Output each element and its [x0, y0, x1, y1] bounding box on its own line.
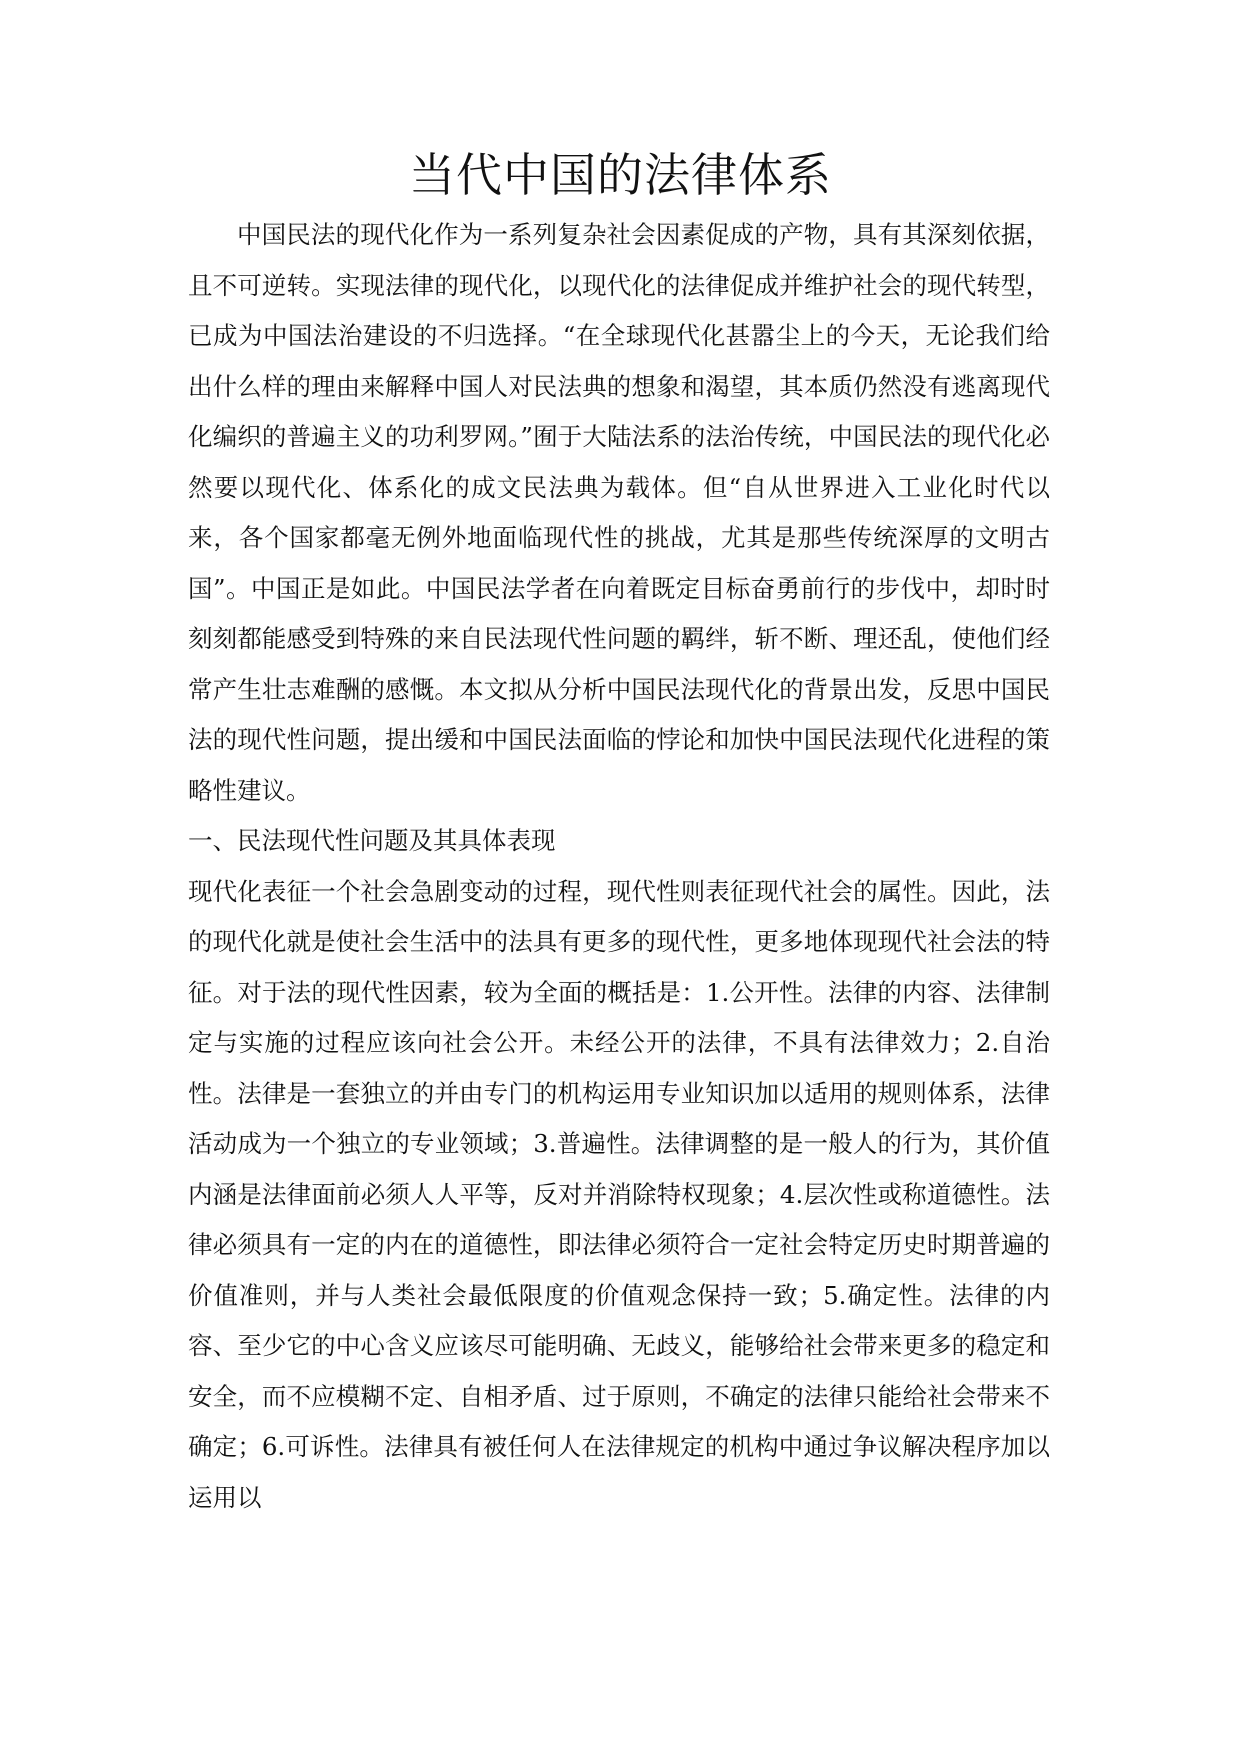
document-body: [188, 210, 1050, 1523]
section-heading: 一、民法现代性问题及其具体表现: [188, 826, 556, 855]
section-paragraph: 现代化表征一个社会急剧变动的过程，现代性则表征现代社会的属性。因此，法的现代化就是使社会生活中的法具有更多的现代性，更多地体现现代社会法的特征。对于法的现代性因素，较为全面的概括是：1.公开性。法律的内容、法律制定与实施的过程应该向社会公开。未经公开的法律，不具有法律效力；2.自治性。法律是一套独立的并由专门的机构运用专业知识加以适用的规则体系，法律活动成为一个独立的专业领域；3.普遍性。法律调整的是一般人的行为，其价值内涵是法律面前必须人人平等，反对并消除特权现象；4.层次性或称道德性。法律必须具有一定的内在的道德性，即法律必须符合一定社会特定历史时期普遍的价值准则，并与人类社会最低限度的价值观念保持一致；5.确定性。法律的内容、至少它的中心含义应该尽可能明确、无歧义，能够给社会带来更多的稳定和安全，而不应模糊不定、自相矛盾、过于原则，不确定的法律只能给社会带来不确定；6.可诉性。法律具有被任何人在法律规定的机构中通过争议解决程序加以运用以: [188, 876, 1050, 1512]
intro-paragraph: 中国民法的现代化作为一系列复杂社会因素促成的产物，具有其深刻依据，且不可逆转。实现法律的现代化，以现代化的法律促成并维护社会的现代转型，已成为中国法治建设的不归选择。“在全球现代化甚嚣尘上的今天，无论我们给出什么样的理由来解释中国人对民法典的想象和渴望，其本质仍然没有逃离现代化编织的普遍主义的功利罗网。”囿于大陆法系的法治传统，中国民法的现代化必然要以现代化、体系化的成文民法典为载体。但“自从世界进入工业化时代以来，各个国家都毫无例外地面临现代性的挑战，尤其是那些传统深厚的文明古国”。中国正是如此。中国民法学者在向着既定目标奋勇前行的步伐中，却时时刻刻都能感受到特殊的来自民法现代性问题的羁绊，斩不断、理还乱，使他们经常产生壮志难酬的感慨。本文拟从分析中国民法现代化的背景出发，反思中国民法的现代性问题，提出缓和中国民法面临的悖论和加快中国民法现代化进程的策略性建议。: [188, 220, 1050, 805]
document-title: 当代中国的法律体系: [409, 148, 832, 202]
